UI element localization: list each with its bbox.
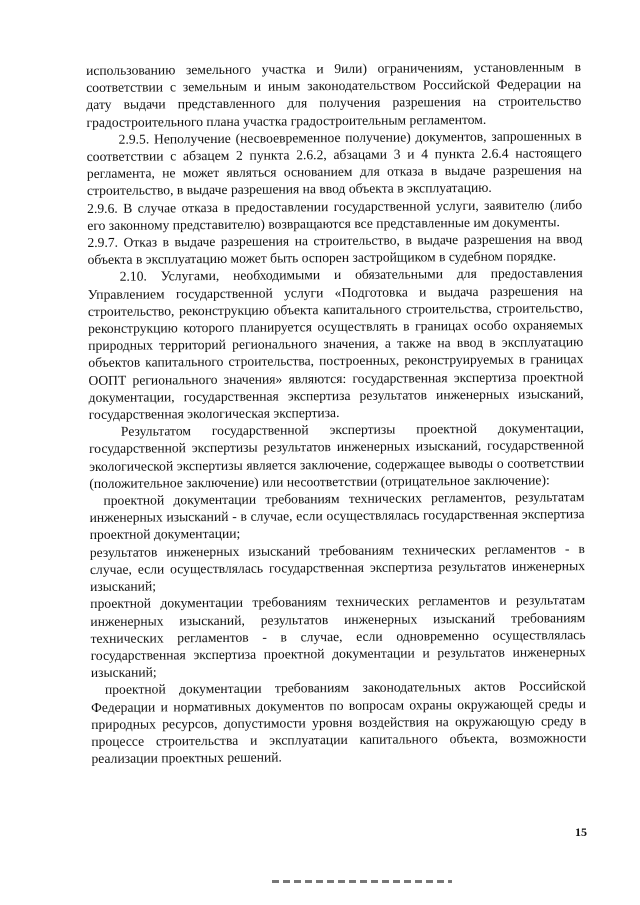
scan-artifact-line [272, 880, 452, 883]
list-item-4: проектной документации требованиям законодательных актов Российской Федерации и нормативных документов по вопросам охраны окружающей среды и природных ресурсов, допустимости уровня воздействия на окружающую среду в процессе строительства и эксплуатации капитального объекта, возможности реализации проектных решений. [91, 678, 587, 767]
paragraph-2-9-5: 2.9.5. Неполучение (несвоевременное получение) документов, запрошенных в соответствии с абзацем 2 пункта 2.6.2, абзацами 3 и 4 пункта 2.6.4 настоящего регламента, не может являться основанием для отказа в выдаче разрешения на строительство, в выдаче разрешения на ввод объекта в эксплуатацию. [86, 127, 582, 199]
paragraph-result: Результатом государственной экспертизы проектной документации, государственной экспертизы результатов инженерных изысканий, государственной экологической экспертизы является заключение, содержащее выводы о соответствии (положительное заключение) или несоответствии (отрицательное заключение): [88, 420, 585, 491]
list-item-3: проектной документации требованиям технических регламентов и результатам инженерных изысканий, результатов инженерных изысканий требованиям технических регламентов - в случае, если одновременно осуществлялась государственная экспертиза проектной документации и результатов инженерных изысканий; [90, 592, 586, 681]
paragraph-2-9-7: 2.9.7. Отказ в выдаче разрешения на строительство, в выдаче разрешения на ввод объекта в эксплуатацию может быть оспорен застройщиком в судебном порядке. [87, 231, 583, 268]
list-item-2: результатов инженерных изысканий требованиям технических регламентов - в случае, если осуществлялась государственная экспертиза результатов инженерных изысканий; [89, 540, 586, 595]
paragraph-2-10: 2.10. Услугами, необходимыми и обязательными для предоставления Управлением государственной услуги «Подготовка и выдача разрешения на строительство, реконструкцию объекта капитального строительства, строительство, реконструкцию которого планируется осуществлять в границах особо охраняемых природных территорий регионального значения, а также на ввод в эксплуатацию объектов капитального строительства, построенных, реконструируемых в границах ООПТ регионального значения» являются: государственная экспертиза проектной документации, государственная экспертиза результатов инженерных изысканий, государственная экологическая экспертиза. [87, 265, 584, 423]
paragraph-2-9-6: 2.9.6. В случае отказа в предоставлении государственной услуги, заявителю (либо его законному представителю) возвращаются все представленные им документы. [87, 196, 583, 233]
paragraph-1: использованию земельного участка и 9или) ограничениям, установленным в соответствии с земельным и иным законодательством Российской Федерации на дату выдачи представленного для получения разрешения на строительство градостроительного плана участка градостроительным регламентом. [86, 59, 582, 130]
list-item-1: проектной документации требованиям технических регламентов, результатам инженерных изысканий - в случае, если осуществлялась государственная экспертиза проектной документации; [89, 489, 585, 543]
page-number: 15 [575, 825, 587, 839]
document-body [86, 58, 587, 767]
